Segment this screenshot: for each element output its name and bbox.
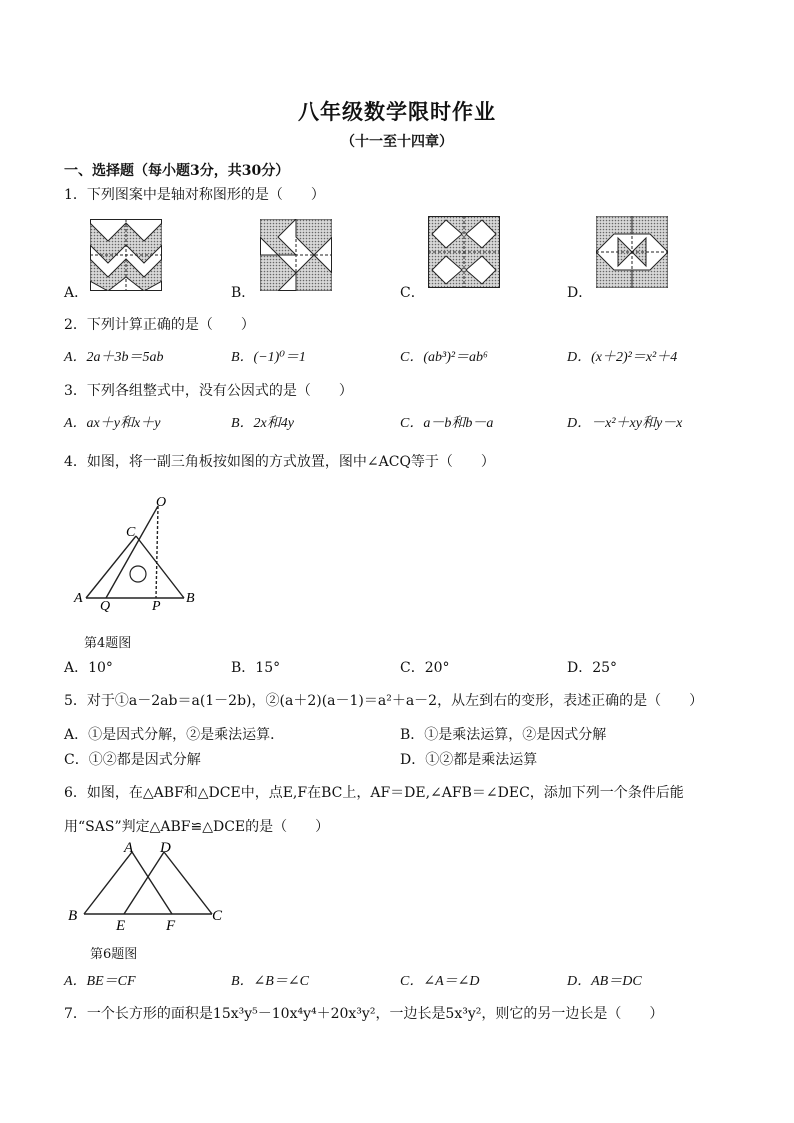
page-subtitle: （十一至十四章） (341, 134, 453, 150)
q4-option-d: D．25° (567, 660, 618, 676)
q6-stem-line1: 6．如图，在△ABF和△DCE中，点E,F在BC上，AF＝DE,∠AFB＝∠DEC，添加下列一个条件后能 (64, 785, 684, 801)
q1-label-c: C． (400, 285, 425, 301)
q2-option-b: B．(−1)⁰＝1 (231, 350, 306, 365)
q6-stem-line2: 用“SAS”判定△ABF≌△DCE的是（ ） (64, 819, 330, 835)
q6-point-f: F (166, 918, 176, 934)
q4-caption: 第4题图 (84, 636, 132, 651)
q3-option-a: A．ax＋y和x＋y (64, 416, 161, 431)
page-title: 八年级数学限时作业 (298, 99, 496, 124)
q6-caption: 第6题图 (90, 947, 138, 962)
q6-option-b: B．∠B＝∠C (231, 974, 309, 989)
q5-option-d: D．①②都是乘法运算 (400, 752, 538, 768)
q2-option-a: A．2a＋3b＝5ab (64, 350, 164, 365)
q5-stem: 5．对于①a－2ab＝a(1－2b)，②(a＋2)(a－1)＝a²＋a－2，从左到右的变形，表述正确的是（ ） (64, 693, 704, 709)
q3-stem: 3．下列各组整式中，没有公因式的是（ ） (64, 383, 353, 399)
q6-option-d: D．AB＝DC (567, 974, 642, 989)
q1-stem: 1．下列图案中是轴对称图形的是（ ） (64, 187, 325, 203)
q6-point-d: D (160, 840, 171, 856)
q5-option-c: C．①②都是因式分解 (64, 752, 201, 768)
q2-stem: 2．下列计算正确的是（ ） (64, 317, 255, 333)
q4-option-b: B．15° (231, 660, 281, 676)
q4-point-q: Q (100, 599, 111, 612)
q6-point-b: B (68, 908, 78, 924)
q6-option-a: A．BE＝CF (64, 974, 136, 989)
q1-label-b: B． (231, 285, 256, 301)
q4-point-c: C (126, 525, 136, 540)
q6-point-e: E (116, 918, 126, 934)
q4-point-p: P (152, 599, 161, 612)
q4-point-a: A (74, 591, 83, 606)
q5-option-a: A．①是因式分解，②是乘法运算． (64, 727, 285, 743)
q1-pattern-b (260, 219, 332, 291)
q6-option-c: C．∠A＝∠D (400, 974, 480, 989)
q1-label-d: D． (567, 285, 593, 301)
q2-option-d: D．(x＋2)²＝x²＋4 (567, 350, 678, 365)
q3-option-d: D．－x²＋xy和y－x (567, 416, 683, 431)
q3-option-b: B．2x和4y (231, 416, 294, 431)
q7-stem: 7．一个长方形的面积是15x³y⁵－10x⁴y⁴＋20x³y²，一边长是5x³y²，则它的另一边长是（ ） (64, 1006, 664, 1022)
section-heading: 一、选择题（每小题3分，共30分） (64, 163, 290, 179)
q4-option-a: A．10° (64, 660, 113, 676)
q3-option-c: C．a－b和b－a (400, 416, 494, 431)
q4-point-o: O (156, 495, 167, 510)
q4-stem: 4．如图，将一副三角板按如图的方式放置，图中∠ACQ等于（ ） (64, 454, 495, 470)
q4-figure (72, 492, 212, 612)
q6-point-a: A (124, 840, 134, 856)
q5-option-b: B．①是乘法运算，②是因式分解 (400, 727, 607, 743)
q1-pattern-d (596, 216, 668, 288)
q2-option-c: C．(ab³)²＝ab⁶ (400, 350, 488, 365)
q4-point-b: B (186, 591, 195, 606)
q6-point-c: C (212, 908, 223, 924)
q6-figure (64, 838, 234, 936)
q1-pattern-a (90, 219, 162, 291)
q4-option-c: C．20° (400, 660, 450, 676)
q1-pattern-c (428, 216, 500, 288)
q1-label-a: A． (64, 285, 89, 301)
